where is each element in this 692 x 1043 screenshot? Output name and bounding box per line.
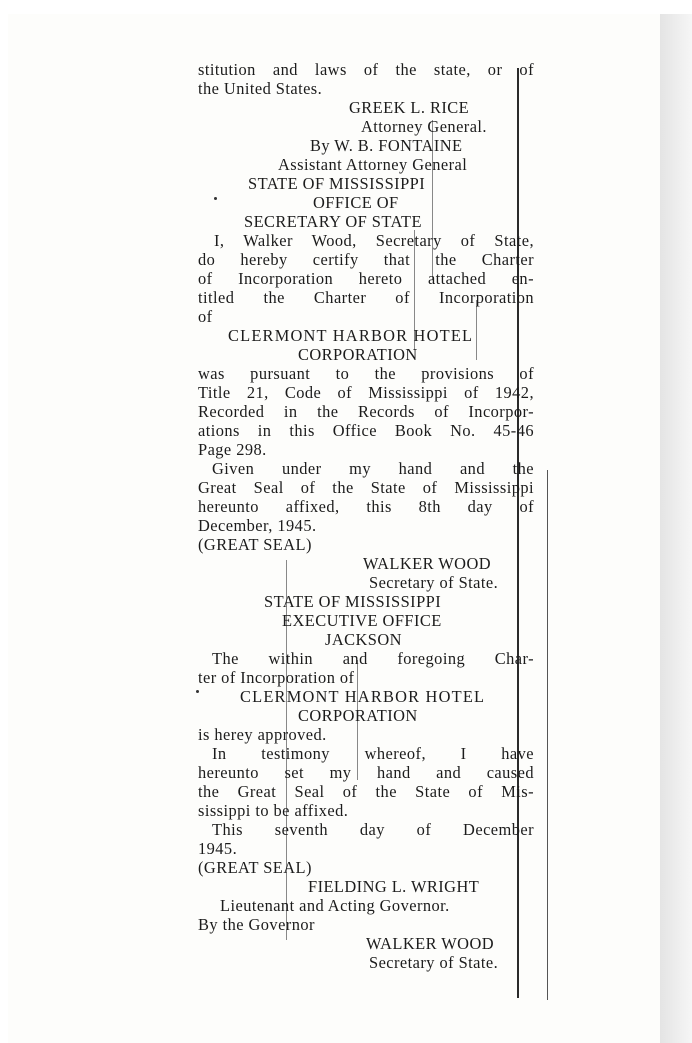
- signature-name: FIELDING L. WRIGHT: [308, 877, 480, 896]
- text-line: of Incorporation hereto attached en-: [198, 269, 534, 288]
- text-line: December, 1945.: [198, 516, 317, 535]
- section-heading: STATE OF MISSISSIPPI: [264, 592, 442, 611]
- signature-name: GREEK L. RICE: [349, 98, 470, 117]
- corporation-name: CLERMONT HARBOR HOTEL: [240, 687, 486, 706]
- text-line: sissippi to be affixed.: [198, 801, 349, 820]
- text-line: ations in this Office Book No. 45-46: [198, 421, 534, 440]
- signature-title: Assistant Attorney General: [278, 155, 468, 174]
- text-line: 1945.: [198, 839, 238, 858]
- text-line: This seventh day of December: [212, 820, 534, 839]
- text-line: Page 298.: [198, 440, 267, 459]
- clipping-text-column: [198, 60, 534, 972]
- corporation-name: CORPORATION: [298, 706, 418, 725]
- text-line: Great Seal of the State of Mississippi: [198, 478, 534, 497]
- column-rule-right: [547, 470, 548, 1000]
- page-edge-shadow: [660, 14, 692, 1043]
- text-line: I, Walker Wood, Secretary of State,: [214, 231, 534, 250]
- text-line: hereunto affixed, this 8th day of: [198, 497, 534, 516]
- section-heading: STATE OF MISSISSIPPI: [248, 174, 426, 193]
- section-heading: JACKSON: [325, 630, 402, 649]
- corporation-name: CORPORATION: [298, 345, 418, 364]
- seal-notation: (GREAT SEAL): [198, 535, 312, 554]
- text-line: of: [198, 307, 213, 326]
- text-line: By the Governor: [198, 915, 315, 934]
- section-heading: OFFICE OF: [313, 193, 399, 212]
- signature-title: Secretary of State.: [369, 953, 499, 972]
- corporation-name: CLERMONT HARBOR HOTEL: [228, 326, 474, 345]
- text-line: was pursuant to the provisions of: [198, 364, 534, 383]
- signature-title: Secretary of State.: [369, 573, 499, 592]
- section-heading: EXECUTIVE OFFICE: [282, 611, 442, 630]
- text-line: the Great Seal of the State of Mis-: [198, 782, 534, 801]
- text-line: In testimony whereof, I have: [212, 744, 534, 763]
- text-line: The within and foregoing Char-: [212, 649, 534, 668]
- signature-name: WALKER WOOD: [363, 554, 492, 573]
- text-line: is herey approved.: [198, 725, 327, 744]
- signature-name: WALKER WOOD: [366, 934, 495, 953]
- text-line: titled the Charter of Incorporation: [198, 288, 534, 307]
- text-line: Given under my hand and the: [212, 459, 534, 478]
- text-line: ter of Incorporation of: [198, 668, 355, 687]
- seal-notation: (GREAT SEAL): [198, 858, 312, 877]
- signature-title: Lieutenant and Acting Governor.: [220, 896, 450, 915]
- text-line: the United States.: [198, 79, 323, 98]
- text-line: Recorded in the Records of Incorpor-: [198, 402, 534, 421]
- signature-title: Attorney General.: [361, 117, 487, 136]
- text-line: do hereby certify that the Charter: [198, 250, 534, 269]
- text-line: hereunto set my hand and caused: [198, 763, 534, 782]
- section-heading: SECRETARY OF STATE: [244, 212, 422, 231]
- text-line: stitution and laws of the state, or of: [198, 60, 534, 79]
- text-line: Title 21, Code of Mississippi of 1942,: [198, 383, 534, 402]
- signature-name: By W. B. FONTAINE: [310, 136, 463, 155]
